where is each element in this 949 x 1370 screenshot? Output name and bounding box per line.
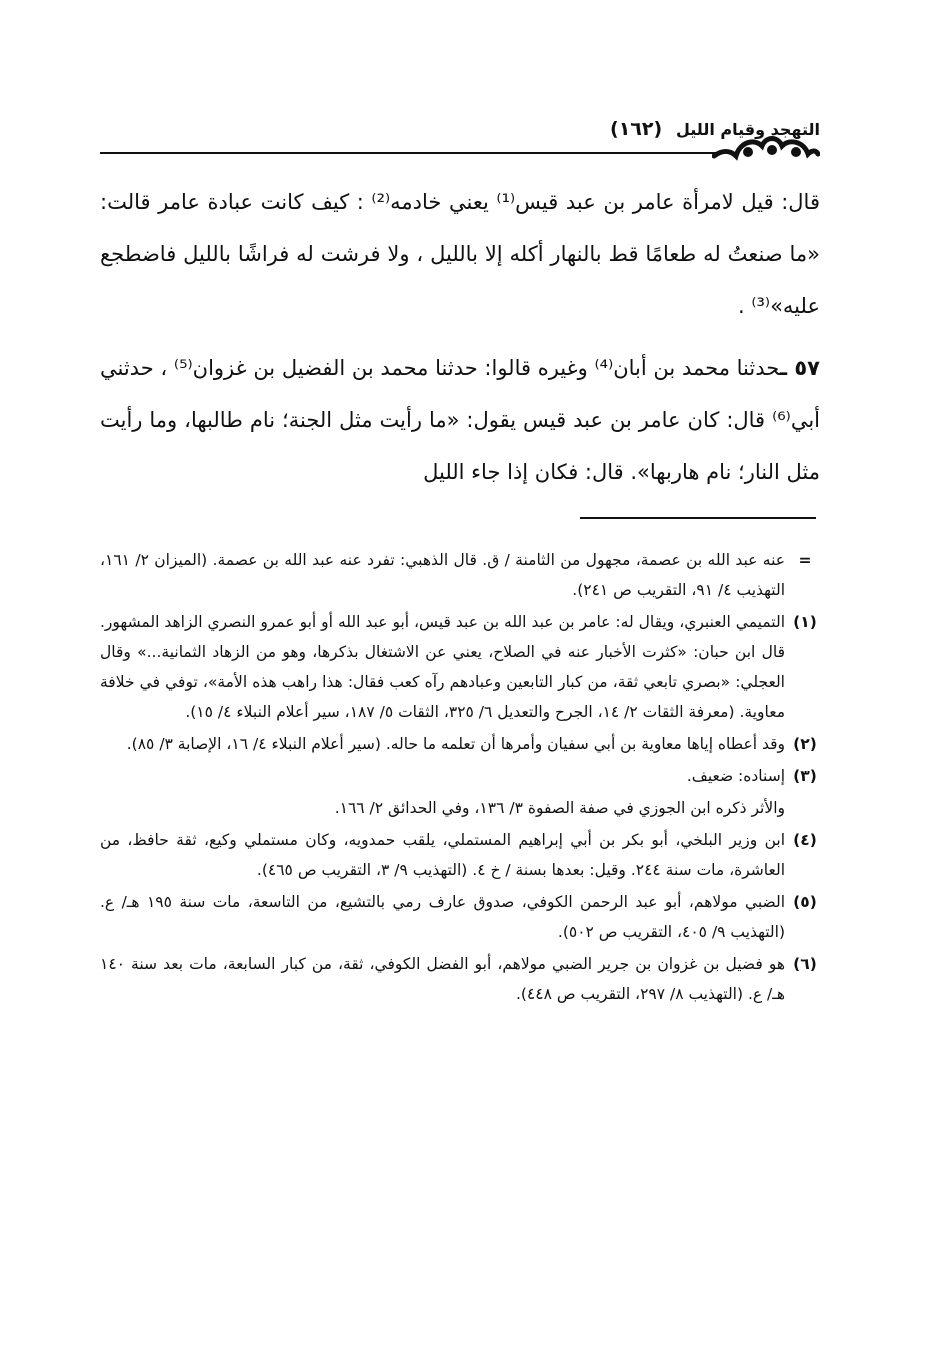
footnote-mark: (١) [793, 613, 817, 631]
paragraph-2-text: حدثنا محمد بن أبان⁽⁴⁾ وغيره قالوا: حدثنا محمد بن الفضيل بن غزوان⁽⁵⁾ ، حدثني أبي⁽⁶⁾ قال: كان عامر بن عبد قيس يقول: «ما رأيت مثل الجنة؛ نام طالبها، وما رأيت مثل النار؛ نام هاربها». قال: فكان إذا جاء الليل [100, 356, 820, 484]
header-rule [100, 152, 725, 154]
footnote-text: الضبي مولاهم، أبو عبد الرحمن الكوفي، صدوق عارف رمي بالتشيع، من التاسعة، مات سنة ١٩٥ هـ/ ع. (التهذيب ٩/ ٤٠٥، التقريب ص ٥٠٢). [100, 893, 786, 941]
footnote-mark: (٦) [793, 955, 817, 973]
paragraph-number: ٥٧ ـ [779, 356, 820, 380]
footnote-1 [100, 607, 825, 727]
footnote-2 [100, 729, 825, 759]
main-text [100, 176, 820, 498]
footnote-continued [100, 545, 825, 605]
footnote-4 [100, 825, 825, 885]
footnote-text: وقد أعطاه إياها معاوية بن أبي سفيان وأمرها أن تعلمه ما حاله. (سير أعلام النبلاء ٤/ ١٦، الإصابة ٣/ ٨٥). [126, 735, 785, 753]
footnote-5 [100, 887, 825, 947]
footnote-mark: (٢) [793, 735, 817, 753]
footnote-text: التميمي العنبري، ويقال له: عامر بن عبد الله بن عبد قيس، أبو عبد الله أو أبو عمرو النصري الزاهد المشهور. قال ابن حبان: «كثرت الأخبار عنه في الصلاح، يعني عن الاشتغال بذكرها، وهو من الزهاد الثمانية...» وقال العجلي: «بصري تابعي ثقة، من كبار التابعين وعبادهم رآه كعب فقال: هذا راهب هذه الأمة»، توفي في خلافة معاوية. (معرفة الثقات ٢/ ١٤، الجرح والتعديل ٦/ ٣٢٥، الثقات ٥/ ١٨٧، سير أعلام النبلاء ٤/ ١٥). [100, 613, 785, 721]
page-number: (١٦٢) [610, 118, 663, 140]
footnote-text: عنه عبد الله بن عصمة، مجهول من الثامنة / ق. قال الذهبي: تفرد عنه عبد الله بن عصمة. (الميزان ٢/ ١٦١، التهذيب ٤/ ٩١، التقريب ص ٢٤١). [100, 551, 785, 599]
footnote-mark: (٣) [793, 767, 817, 785]
footnote-6 [100, 949, 825, 1009]
footnote-text: ابن وزير البلخي، أبو بكر بن أبي إبراهيم المستملي، يلقب حمدويه، وكان مستملي وكيع، ثقة حافظ، من العاشرة، مات سنة ٢٤٤. وقيل: بعدها بسنة / خ ٤. (التهذيب ٩/ ٣، التقريب ص ٤٦٥). [100, 831, 785, 879]
footnote-mark: = [798, 551, 812, 569]
footnote-3-continued [100, 793, 825, 823]
footnotes [100, 545, 825, 1011]
footnote-text: والأثر ذكره ابن الجوزي في صفة الصفوة ٣/ ١٣٦، وفي الحدائق ٢/ ١٦٦. [334, 799, 785, 817]
footnote-3 [100, 761, 825, 791]
footnote-mark: (٥) [793, 893, 817, 911]
paragraph-2 [100, 342, 820, 498]
paragraph-1: قال: قيل لامرأة عامر بن عبد قيس⁽¹⁾ يعني خادمه⁽²⁾ : كيف كانت عبادة عامر قالت: «ما صنعتُ له طعامًا قط بالنهار أكله إلا بالليل ، ولا فرشت له فراشًا بالليل فاضطجع عليه»⁽³⁾ . [100, 190, 820, 318]
ornament-icon [712, 132, 820, 162]
footnote-text: هو فضيل بن غزوان بن جرير الضبي مولاهم، أبو الفضل الكوفي، ثقة، من كبار السابعة، مات بعد سنة ١٤٠ هـ/ ع. (التهذيب ٨/ ٢٩٧، التقريب ص ٤٤٨). [100, 955, 785, 1003]
running-title: التهجد وقيام الليل [675, 120, 820, 139]
footnote-text: إسناده: ضعيف. [686, 767, 785, 785]
footnote-mark: (٤) [793, 831, 817, 849]
footnote-separator [580, 517, 816, 519]
